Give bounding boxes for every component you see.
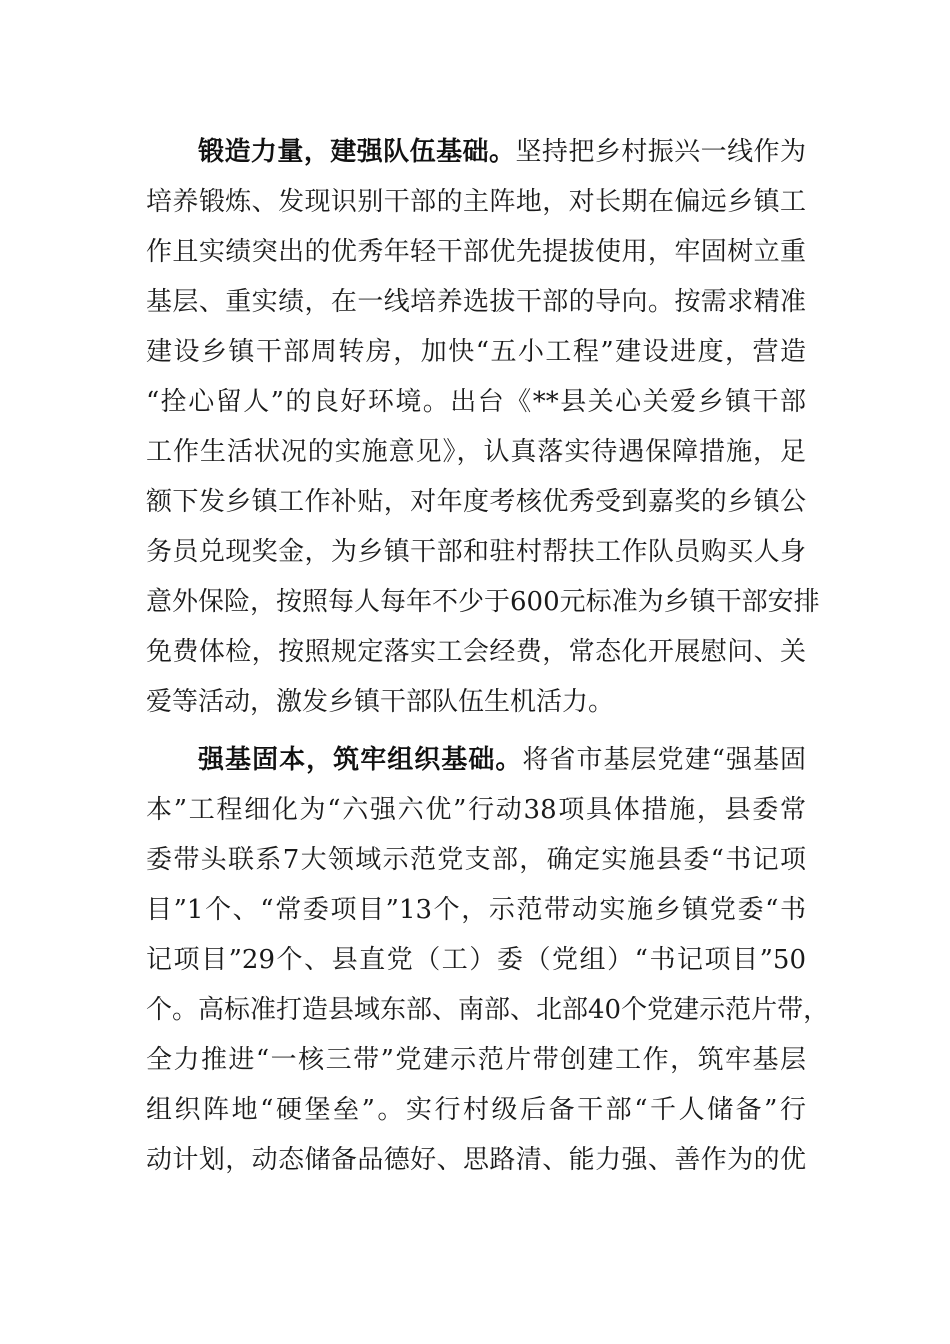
paragraph-1-line-12: 爱等活动，激发乡镇干部队伍生机活力。 [146, 687, 615, 717]
paragraph-1-line-5: 建设乡镇干部周转房，加快“五小工程”建设进度，营造 [146, 337, 806, 367]
paragraph-1-line-11: 免费体检，按照规定落实工会经费，常态化开展慰问、关 [146, 637, 806, 667]
paragraph-1-text-1: 坚持把乡村振兴一线作为 [515, 137, 806, 167]
paragraph-2-line-6: 个。高标准打造县域东部、南部、北部40个党建示范片带， [146, 995, 830, 1025]
paragraph-1-line-1 [198, 132, 806, 172]
paragraph-2-heading: 强基固本，筑牢组织基础。 [198, 745, 523, 775]
paragraph-2-line-2: 本”工程细化为“六强六优”行动38项具体措施，县委常 [146, 795, 806, 825]
paragraph-2-line-4: 目”1个、“常委项目”13个，示范带动实施乡镇党委“书 [146, 895, 806, 925]
paragraph-1-line-4: 基层、重实绩，在一线培养选拔干部的导向。按需求精准 [146, 287, 806, 317]
paragraph-1-line-3: 作且实绩突出的优秀年轻干部优先提拔使用，牢固树立重 [146, 237, 806, 267]
paragraph-2-line-8: 组织阵地“硬堡垒”。实行村级后备干部“千人储备”行 [146, 1095, 806, 1125]
paragraph-1-line-2: 培养锻炼、发现识别干部的主阵地，对长期在偏远乡镇工 [146, 187, 806, 217]
paragraph-2-line-9: 动计划，动态储备品德好、思路清、能力强、善作为的优 [146, 1145, 806, 1175]
paragraph-1-line-10: 意外保险，按照每人每年不少于600元标准为乡镇干部安排 [146, 587, 820, 617]
paragraph-1-heading: 锻造力量，建强队伍基础。 [198, 137, 516, 167]
paragraph-2-line-1 [198, 740, 806, 780]
paragraph-1-line-8: 额下发乡镇工作补贴，对年度考核优秀受到嘉奖的乡镇公 [146, 487, 806, 517]
paragraph-2-text-1: 将省市基层党建“强基固 [522, 745, 806, 775]
paragraph-1-line-6: “拴心留人”的良好环境。出台《**县关心关爱乡镇干部 [146, 387, 806, 417]
paragraph-2-line-7: 全力推进“一核三带”党建示范片带创建工作，筑牢基层 [146, 1045, 806, 1075]
paragraph-1-line-7: 工作生活状况的实施意见》，认真落实待遇保障措施，足 [146, 437, 806, 467]
paragraph-2-line-5: 记项目”29个、县直党（工）委（党组）“书记项目”50 [146, 945, 806, 975]
paragraph-1-line-9: 务员兑现奖金，为乡镇干部和驻村帮扶工作队员购买人身 [146, 537, 806, 567]
paragraph-2-line-3: 委带头联系7大领域示范党支部，确定实施县委“书记项 [146, 845, 806, 875]
